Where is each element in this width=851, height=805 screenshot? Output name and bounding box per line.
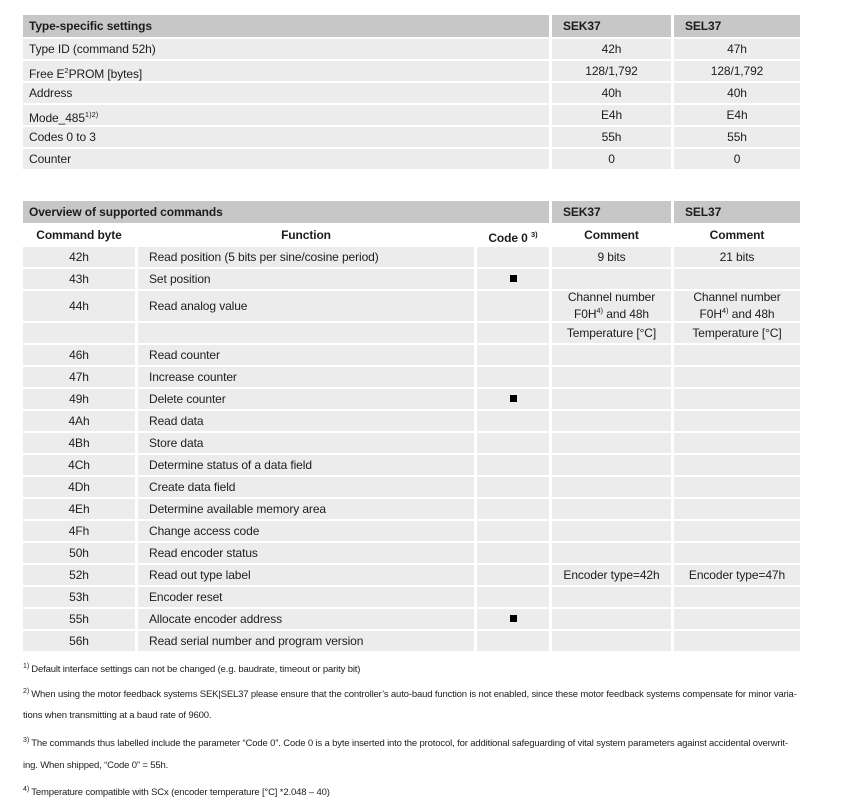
comment-text: and 48h xyxy=(728,307,775,321)
command-byte-cell: 56h xyxy=(23,631,135,651)
header-text: Code 0 xyxy=(488,231,531,245)
sel37-value: 128/1,792 xyxy=(674,61,800,81)
table-row xyxy=(23,127,800,147)
table-row xyxy=(23,83,800,103)
command-byte-cell: 4Fh xyxy=(23,521,135,541)
table-row xyxy=(23,389,800,409)
sek37-comment-cell: Temperature [°C] xyxy=(552,323,671,343)
sel37-comment-cell xyxy=(674,477,800,497)
footnote-text: tions when transmitting at a baud rate of 9600. xyxy=(23,710,212,722)
sel37-comment-cell xyxy=(674,345,800,365)
command-byte-cell: 4Bh xyxy=(23,433,135,453)
table-row xyxy=(23,269,800,289)
table-row xyxy=(23,477,800,497)
column-header-comment-sek: Comment xyxy=(552,225,671,245)
label-text: Free E xyxy=(29,67,65,81)
setting-label: Codes 0 to 3 xyxy=(23,127,549,147)
label-text: Mode_485 xyxy=(29,111,85,125)
table-row xyxy=(23,565,800,585)
column-header-function: Function xyxy=(138,225,474,245)
function-cell: Read encoder status xyxy=(138,543,474,563)
function-cell: Change access code xyxy=(138,521,474,541)
setting-label: Address xyxy=(23,83,549,103)
code0-square-icon xyxy=(510,615,517,622)
sek37-comment-cell xyxy=(552,433,671,453)
sek37-comment-cell xyxy=(552,269,671,289)
footnote-2 xyxy=(23,680,833,705)
sel37-comment-cell xyxy=(674,587,800,607)
command-byte-cell: 55h xyxy=(23,609,135,629)
supported-commands-table xyxy=(23,201,800,653)
table-row xyxy=(23,291,800,321)
table-row xyxy=(23,149,800,169)
footnote-marker: 1) xyxy=(23,663,30,670)
table-row xyxy=(23,323,800,343)
footnote-reference: 4) xyxy=(721,306,729,315)
code0-cell xyxy=(477,247,549,267)
code0-cell xyxy=(477,631,549,651)
type-specific-settings-table xyxy=(23,15,800,171)
sek37-comment-cell: Encoder type=42h xyxy=(552,565,671,585)
code0-cell xyxy=(477,499,549,519)
footnote-3 xyxy=(23,729,833,754)
sek37-comment-cell xyxy=(552,609,671,629)
function-cell: Determine available memory area xyxy=(138,499,474,519)
command-byte-cell: 50h xyxy=(23,543,135,563)
comment-text: F0H xyxy=(574,307,597,321)
sek37-value: 128/1,792 xyxy=(552,61,671,81)
table-row xyxy=(23,609,800,629)
command-byte-cell: 4Dh xyxy=(23,477,135,497)
sek37-comment-cell xyxy=(552,521,671,541)
column-header-command-byte: Command byte xyxy=(23,225,135,245)
function-cell: Read analog value xyxy=(138,291,474,321)
code0-cell xyxy=(477,587,549,607)
comment-line xyxy=(674,304,800,321)
footnote-marker: 2) xyxy=(23,687,30,695)
footnote-reference: 3) xyxy=(530,230,538,239)
function-cell: Allocate encoder address xyxy=(138,609,474,629)
code0-cell xyxy=(477,291,549,321)
column-header-sel37: SEL37 xyxy=(674,15,800,37)
footnote-text: The commands thus labelled include the parameter “Code 0”. Code 0 is a byte inserted into the protocol, for additional safeguarding of vital system parameters against accidental overwrit- xyxy=(31,738,788,750)
sel37-comment-cell xyxy=(674,433,800,453)
sek37-comment-cell xyxy=(552,411,671,431)
sel37-value: E4h xyxy=(674,105,800,125)
comment-text: F0H xyxy=(699,307,722,321)
footnote-reference: 1)2) xyxy=(84,110,99,119)
setting-label: Counter xyxy=(23,149,549,169)
table-row xyxy=(23,345,800,365)
setting-label xyxy=(23,61,549,81)
code0-cell xyxy=(477,389,549,409)
footnote-text: When using the motor feedback systems SEK|SEL37 please ensure that the controller’s auto-baud function is not enabled, since these motor feedback systems compensate for minor varia- xyxy=(31,688,797,700)
sek37-comment-cell xyxy=(552,543,671,563)
sek37-comment-cell: 9 bits xyxy=(552,247,671,267)
sel37-comment-cell: Encoder type=47h xyxy=(674,565,800,585)
command-byte-cell: 44h xyxy=(23,291,135,321)
table-row xyxy=(23,455,800,475)
sel37-comment-cell xyxy=(674,455,800,475)
sel37-comment-cell xyxy=(674,631,800,651)
table-row xyxy=(23,367,800,387)
sek37-value: E4h xyxy=(552,105,671,125)
code0-cell xyxy=(477,609,549,629)
sek37-comment-cell xyxy=(552,587,671,607)
function-cell: Read serial number and program version xyxy=(138,631,474,651)
table-row xyxy=(23,521,800,541)
sek37-comment-cell xyxy=(552,367,671,387)
sek37-comment-cell xyxy=(552,455,671,475)
table-row xyxy=(23,499,800,519)
comment-line: Channel number xyxy=(567,291,656,304)
command-byte-cell: 52h xyxy=(23,565,135,585)
sek37-comment-cell xyxy=(552,389,671,409)
sek37-value: 42h xyxy=(552,39,671,59)
command-byte-cell: 4Ch xyxy=(23,455,135,475)
superscript: 2 xyxy=(64,66,69,75)
sel37-value: 40h xyxy=(674,83,800,103)
sel37-comment-cell xyxy=(674,269,800,289)
command-byte-cell: 42h xyxy=(23,247,135,267)
code0-square-icon xyxy=(510,395,517,402)
sek37-comment-cell xyxy=(552,291,671,321)
sek37-value: 40h xyxy=(552,83,671,103)
command-byte-cell: 47h xyxy=(23,367,135,387)
column-header-sek37: SEK37 xyxy=(552,15,671,37)
sel37-comment-cell xyxy=(674,291,800,321)
code0-cell xyxy=(477,323,549,343)
sek37-comment-cell xyxy=(552,345,671,365)
sek37-value: 55h xyxy=(552,127,671,147)
label-text: PROM [bytes] xyxy=(68,67,143,81)
footnote-text: ing. When shipped, “Code 0” = 55h. xyxy=(23,759,169,771)
setting-label xyxy=(23,105,549,125)
column-header-code0 xyxy=(477,225,549,245)
table-row xyxy=(23,411,800,431)
footnote-4 xyxy=(23,778,833,803)
code0-cell xyxy=(477,269,549,289)
comment-line: Channel number xyxy=(693,291,781,304)
function-cell: Set position xyxy=(138,269,474,289)
sel37-comment-cell xyxy=(674,389,800,409)
footnote-text: Default interface settings can not be changed (e.g. baudrate, timeout or parity bit) xyxy=(31,664,361,676)
footnote-reference: 4) xyxy=(596,306,604,315)
function-cell: Store data xyxy=(138,433,474,453)
function-cell: Read counter xyxy=(138,345,474,365)
function-cell: Create data field xyxy=(138,477,474,497)
table-title: Overview of supported commands xyxy=(23,201,549,223)
sel37-value: 0 xyxy=(674,149,800,169)
sel37-comment-cell xyxy=(674,543,800,563)
code0-cell xyxy=(477,521,549,541)
footnote-1 xyxy=(23,655,833,680)
sel37-comment-cell xyxy=(674,411,800,431)
function-cell: Read position (5 bits per sine/cosine period) xyxy=(138,247,474,267)
sel37-comment-cell xyxy=(674,367,800,387)
code0-cell xyxy=(477,477,549,497)
sel37-comment-cell xyxy=(674,609,800,629)
footnote-text: Temperature compatible with SCx (encoder temperature [°C] *2.048 – 40) xyxy=(31,787,330,799)
code0-square-icon xyxy=(510,275,517,282)
function-cell: Encoder reset xyxy=(138,587,474,607)
code0-cell xyxy=(477,433,549,453)
column-header-sek37: SEK37 xyxy=(552,201,671,223)
function-cell: Determine status of a data field xyxy=(138,455,474,475)
table-header-row xyxy=(23,201,800,223)
command-byte-cell: 4Eh xyxy=(23,499,135,519)
table-row xyxy=(23,105,800,125)
footnote-3-continued xyxy=(23,754,833,779)
column-header-comment-sel: Comment xyxy=(674,225,800,245)
function-cell: Delete counter xyxy=(138,389,474,409)
comment-line xyxy=(552,304,671,321)
command-byte-cell: 49h xyxy=(23,389,135,409)
sek37-comment-cell xyxy=(552,631,671,651)
code0-cell xyxy=(477,565,549,585)
footnote-marker: 3) xyxy=(23,737,30,745)
code0-cell xyxy=(477,345,549,365)
footnotes xyxy=(23,655,833,803)
sel37-comment-cell xyxy=(674,499,800,519)
code0-cell xyxy=(477,543,549,563)
column-header-sel37: SEL37 xyxy=(674,201,800,223)
footnote-2-continued xyxy=(23,704,833,729)
table-row xyxy=(23,433,800,453)
table-title: Type-specific settings xyxy=(23,15,549,37)
function-cell: Read data xyxy=(138,411,474,431)
table-row xyxy=(23,543,800,563)
setting-label: Type ID (command 52h) xyxy=(23,39,549,59)
function-cell: Increase counter xyxy=(138,367,474,387)
sek37-value: 0 xyxy=(552,149,671,169)
code0-cell xyxy=(477,367,549,387)
code0-cell xyxy=(477,411,549,431)
sel37-comment-cell xyxy=(674,521,800,541)
command-byte-cell: 53h xyxy=(23,587,135,607)
command-byte-cell: 4Ah xyxy=(23,411,135,431)
sek37-comment-cell xyxy=(552,477,671,497)
sel37-value: 47h xyxy=(674,39,800,59)
sek37-comment-cell xyxy=(552,499,671,519)
function-cell xyxy=(138,323,474,343)
command-byte-cell: 46h xyxy=(23,345,135,365)
command-byte-cell xyxy=(23,323,135,343)
comment-text: and 48h xyxy=(603,307,649,321)
footnote-marker: 4) xyxy=(23,786,30,794)
function-cell: Read out type label xyxy=(138,565,474,585)
code0-cell xyxy=(477,455,549,475)
command-byte-cell: 43h xyxy=(23,269,135,289)
sel37-value: 55h xyxy=(674,127,800,147)
table-row xyxy=(23,587,800,607)
table-row xyxy=(23,631,800,651)
table-row xyxy=(23,61,800,81)
table-header-row xyxy=(23,15,800,37)
sel37-comment-cell: Temperature [°C] xyxy=(674,323,800,343)
table-row xyxy=(23,247,800,267)
column-header-row xyxy=(23,225,800,245)
sel37-comment-cell: 21 bits xyxy=(674,247,800,267)
table-row xyxy=(23,39,800,59)
